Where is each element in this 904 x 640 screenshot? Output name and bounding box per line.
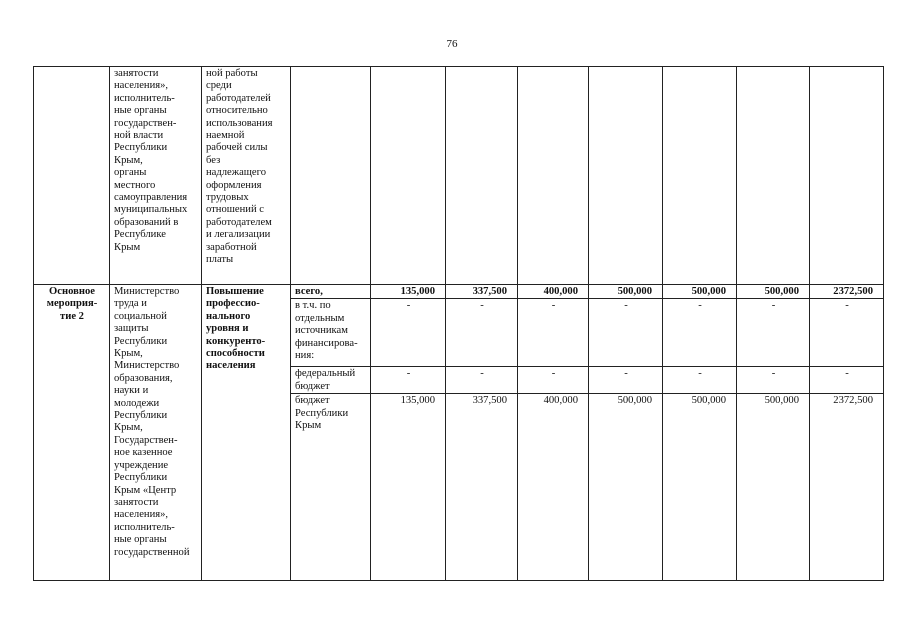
value-cell: 500,000: [737, 394, 810, 581]
value-cell: -: [446, 299, 518, 367]
value-cell: 135,000: [371, 285, 446, 299]
activity-goal: Повышение профессио- нального уровня и конкуренто- способности населения: [202, 285, 291, 581]
cell-empty: [291, 67, 371, 285]
value-cell: 500,000: [589, 394, 663, 581]
cell-empty: [810, 67, 884, 285]
value-cell: 400,000: [518, 394, 589, 581]
value-cell: -: [737, 299, 810, 367]
cell-empty: [589, 67, 663, 285]
table-row-continuation: [34, 67, 884, 285]
value-cell: 2372,500: [810, 285, 884, 299]
value-cell: 500,000: [589, 285, 663, 299]
cell-goal-continued: ной работы среди работодателей относительно использования наемной рабочей силы без надлежащего оформления трудовых отношений с работодателем и легализации заработной платы: [202, 67, 291, 285]
value-cell: -: [663, 367, 737, 394]
table-row-total: [34, 285, 884, 299]
value-cell: -: [810, 367, 884, 394]
value-cell: -: [589, 299, 663, 367]
value-cell: 400,000: [518, 285, 589, 299]
value-cell: -: [518, 367, 589, 394]
value-cell: -: [810, 299, 884, 367]
funding-source: в т.ч. по отдельным источникам финансирова- ния:: [291, 299, 371, 367]
value-cell: 500,000: [663, 285, 737, 299]
funding-source: бюджет Республики Крым: [291, 394, 371, 581]
cell-empty: [371, 67, 446, 285]
cell-executors-continued: занятости населения», исполнитель- ные органы государствен- ной власти Республики Крым, органы местного самоуправления муниципальных образований в Республике Крым: [110, 67, 202, 285]
value-cell: -: [663, 299, 737, 367]
value-cell: 337,500: [446, 285, 518, 299]
value-cell: -: [737, 367, 810, 394]
cell-empty: [737, 67, 810, 285]
activity-executors: Министерство труда и социальной защиты Республики Крым, Министерство образования, науки и молодежи Республики Крым, Государствен- ное казенное учреждение Республики Крым «Центр занятости населения», исполнитель- ные органы государственной: [110, 285, 202, 581]
value-cell: 337,500: [446, 394, 518, 581]
funding-source: федеральный бюджет: [291, 367, 371, 394]
value-cell: 500,000: [663, 394, 737, 581]
cell-empty: [446, 67, 518, 285]
value-cell: -: [371, 299, 446, 367]
value-cell: 2372,500: [810, 394, 884, 581]
cell-empty: [518, 67, 589, 285]
value-cell: 135,000: [371, 394, 446, 581]
activity-name: Основное мероприя- тие 2: [34, 285, 110, 581]
value-cell: -: [518, 299, 589, 367]
value-cell: -: [589, 367, 663, 394]
cell-empty: [663, 67, 737, 285]
budget-table: [33, 66, 884, 581]
page-number: 76: [446, 38, 458, 50]
cell-empty: [34, 67, 110, 285]
value-cell: 500,000: [737, 285, 810, 299]
value-cell: -: [371, 367, 446, 394]
value-cell: -: [446, 367, 518, 394]
funding-source: всего,: [291, 285, 371, 299]
